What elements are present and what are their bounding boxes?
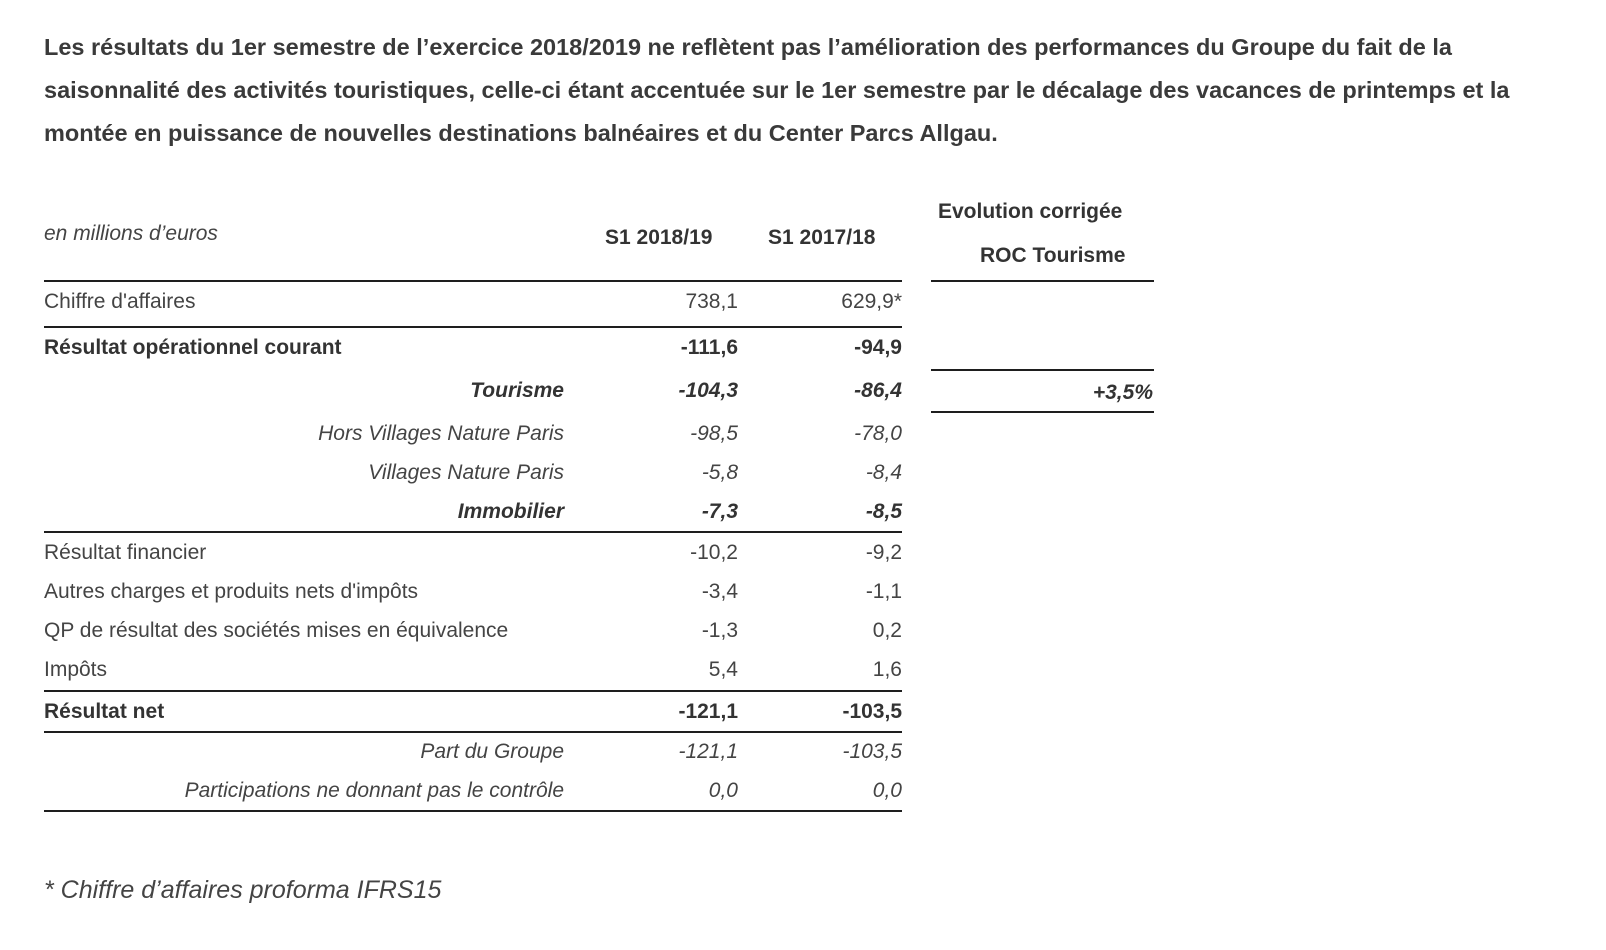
row-value-s1-2017-18: -86,4 — [854, 379, 902, 402]
table-row-revenue — [44, 285, 902, 319]
table-row-operating-result — [44, 331, 902, 365]
table-row-real-estate — [44, 495, 902, 529]
table-row-tourism — [44, 374, 902, 408]
row-value-s1-2018-19: -98,5 — [690, 422, 738, 445]
row-value-s1-2017-18: -8,4 — [865, 461, 902, 484]
row-label: Tourisme — [470, 379, 564, 402]
table-row-equity-share — [44, 614, 902, 648]
row-label: Résultat opérationnel courant — [44, 336, 342, 359]
table-row-other-charges — [44, 575, 902, 609]
evolution-header-line1: Evolution corrigée — [938, 200, 1123, 223]
row-label: Résultat net — [44, 700, 165, 723]
row-value-s1-2018-19: -111,6 — [680, 336, 738, 359]
table-row-net-result — [44, 695, 902, 729]
row-value-s1-2018-19: -10,2 — [690, 541, 738, 564]
table-row-villages-nature — [44, 456, 902, 490]
row-label: Autres charges et produits nets d'impôts — [44, 580, 419, 603]
row-label: QP de résultat des sociétés mises en équivalence — [44, 619, 509, 642]
row-value-s1-2017-18: -78,0 — [854, 422, 902, 445]
revenue-rule — [44, 326, 902, 328]
operating-section-rule — [44, 531, 902, 533]
row-value-s1-2017-18: -103,5 — [842, 700, 902, 723]
table-row-financial-result — [44, 536, 902, 570]
row-label: Hors Villages Nature Paris — [318, 422, 564, 445]
row-label: Participations ne donnant pas le contrôle — [184, 779, 564, 802]
net-result-bottom-rule — [44, 731, 902, 733]
net-result-top-rule — [44, 690, 902, 692]
row-value-s1-2017-18: -94,9 — [854, 336, 902, 359]
evolution-bottom-rule — [931, 411, 1154, 413]
table-bottom-rule — [44, 810, 902, 812]
evolution-top-rule — [931, 369, 1154, 371]
table-row-non-controlling — [44, 774, 902, 808]
row-value-s1-2017-18: 0,0 — [872, 779, 902, 802]
row-value-s1-2018-19: -7,3 — [701, 500, 738, 523]
unit-label: en millions d’euros — [44, 222, 218, 245]
evolution-header-line2: ROC Tourisme — [980, 244, 1126, 267]
row-value-s1-2018-19: -3,4 — [701, 580, 738, 603]
table-row-hors-villages-nature — [44, 417, 902, 451]
row-value-s1-2018-19: -1,3 — [701, 619, 738, 642]
row-label: Immobilier — [457, 500, 564, 523]
row-value-s1-2018-19: -121,1 — [678, 700, 738, 723]
row-label: Résultat financier — [44, 541, 207, 564]
intro-paragraph: Les résultats du 1er semestre de l’exercice 2018/2019 ne reflètent pas l’amélioration des performances du Groupe du fait de la saisonnalité des activités touristiques, celle-ci étant accentuée sur le 1er semestre par le décalage des vacances de printemps et la montée en puissance de nouvelles destinations balnéaires et du Center Parcs Allgau. — [44, 34, 1510, 146]
row-value-s1-2018-19: -121,1 — [678, 740, 738, 763]
row-value-s1-2017-18: 629,9* — [841, 290, 902, 313]
row-label: Villages Nature Paris — [368, 461, 564, 484]
row-label: Part du Groupe — [420, 740, 564, 763]
row-label: Impôts — [44, 658, 108, 681]
row-value-s1-2018-19: -5,8 — [701, 461, 738, 484]
column-header-s1-2017-18: S1 2017/18 — [768, 226, 876, 249]
row-value-s1-2017-18: -9,2 — [865, 541, 902, 564]
row-value-s1-2018-19: -104,3 — [678, 379, 738, 402]
row-value-s1-2017-18: -8,5 — [865, 500, 902, 523]
footnote: * Chiffre d’affaires proforma IFRS15 — [44, 876, 442, 904]
header-rule — [44, 280, 902, 282]
table-row-group-share — [44, 735, 902, 769]
column-header-s1-2018-19: S1 2018/19 — [605, 226, 713, 249]
row-value-s1-2017-18: 1,6 — [872, 658, 902, 681]
evolution-header-rule — [931, 280, 1154, 282]
row-value-s1-2018-19: 738,1 — [685, 290, 738, 313]
row-value-s1-2017-18: -1,1 — [865, 580, 902, 603]
row-label: Chiffre d'affaires — [44, 290, 196, 313]
row-value-s1-2018-19: 5,4 — [708, 658, 738, 681]
row-value-s1-2018-19: 0,0 — [708, 779, 738, 802]
table-row-taxes — [44, 653, 902, 687]
row-value-s1-2017-18: 0,2 — [872, 619, 902, 642]
row-value-s1-2017-18: -103,5 — [842, 740, 902, 763]
evolution-value-tourism: +3,5% — [1092, 381, 1153, 404]
